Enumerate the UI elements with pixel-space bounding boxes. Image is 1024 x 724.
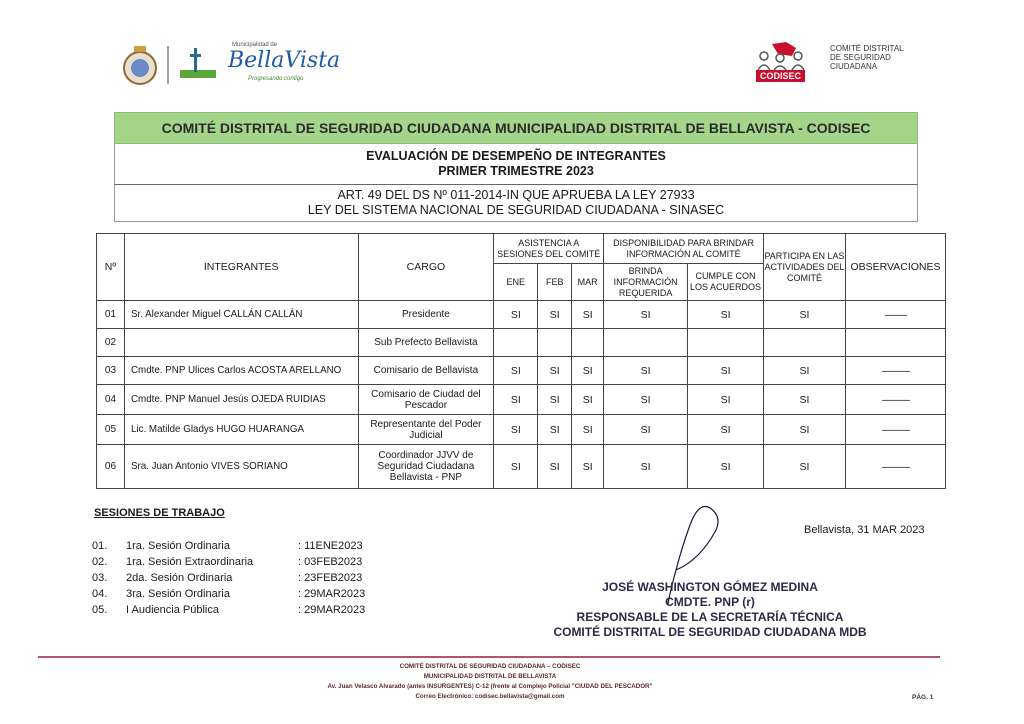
signatory-rank: CMDTE. PNP (r) xyxy=(665,595,755,609)
footer xyxy=(190,662,790,702)
row-mar xyxy=(572,329,604,357)
footer-address: Av. Juan Velasco Alvarado (antes INSURGENTES) C-12 (frente al Complejo Policial "CIUDAD DEL PESCADOR" xyxy=(327,683,653,690)
header-ene: ENE xyxy=(494,264,538,301)
footer-line1: COMITÉ DISTRITAL DE SEGURIDAD CIUDADANA – CODISEC xyxy=(399,663,581,670)
legal-reference-line2: LEY DEL SISTEMA NACIONAL DE SEGURIDAD CIUDADANA - SINASEC xyxy=(307,203,725,217)
row-num: 04 xyxy=(97,385,125,415)
row-name xyxy=(124,329,358,357)
header-mar: MAR xyxy=(572,264,604,301)
municipality-crest-icon xyxy=(120,40,220,90)
row-cargo: Sub Prefecto Bellavista xyxy=(358,329,494,357)
header-cargo: CARGO xyxy=(358,234,494,301)
row-participa: SI xyxy=(764,445,846,489)
row-cargo: Comisario de Ciudad del Pescador xyxy=(358,385,494,415)
header-participa: PARTICIPA EN LAS ACTIVIDADES DEL COMITÉ xyxy=(764,234,846,301)
row-feb: SI xyxy=(538,301,572,329)
row-brinda: SI xyxy=(604,357,688,385)
header-disponibilidad: DISPONIBILIDAD PARA BRINDAR INFORMACIÓN AL COMITÉ xyxy=(604,234,764,264)
session-date: : 23FEB2023 xyxy=(298,572,363,584)
row-mar: SI xyxy=(572,385,604,415)
footer-email: Correo Electrónico: codisec.bellavista@gmail.com xyxy=(415,693,565,700)
row-brinda: SI xyxy=(604,385,688,415)
evaluation-title-line2: PRIMER TRIMESTRE 2023 xyxy=(438,164,594,178)
row-name: Sr. Alexander Miguel CALLÁN CALLÁN xyxy=(124,301,358,329)
row-mar: SI xyxy=(572,301,604,329)
row-num: 05 xyxy=(97,415,125,445)
row-obs: -------------- xyxy=(845,445,945,489)
session-num: 04. xyxy=(92,588,108,600)
row-brinda xyxy=(604,329,688,357)
row-name: Sra. Juan Antonio VIVES SORIANO xyxy=(124,445,358,489)
codisec-people-icon xyxy=(752,40,822,72)
table-row xyxy=(97,301,946,329)
row-cargo: Representante del Poder Judicial xyxy=(358,415,494,445)
signatory-role: RESPONSABLE DE LA SECRETARÍA TÉCNICA xyxy=(576,610,844,624)
session-num: 01. xyxy=(92,540,108,552)
session-name: 3ra. Sesión Ordinaria xyxy=(126,588,230,600)
evaluation-title xyxy=(114,144,918,184)
signatory-name: JOSÉ WASHINGTON GÓMEZ MEDINA xyxy=(602,580,818,594)
header-num: Nº xyxy=(97,234,125,301)
session-date: : 29MAR2023 xyxy=(298,588,366,600)
signatory-block xyxy=(500,580,920,640)
municipality-logo xyxy=(120,40,341,90)
row-obs: ----------- xyxy=(845,301,945,329)
table-row xyxy=(97,385,946,415)
session-date: : 03FEB2023 xyxy=(298,556,363,568)
row-cumple: SI xyxy=(688,357,764,385)
header-integrantes: INTEGRANTES xyxy=(124,234,358,301)
row-cargo: Comisario de Bellavista xyxy=(358,357,494,385)
row-num: 03 xyxy=(97,357,125,385)
codisec-badge: CODISEC xyxy=(756,70,805,82)
row-num: 06 xyxy=(97,445,125,489)
row-num: 01 xyxy=(97,301,125,329)
header-observaciones: OBSERVACIONES xyxy=(845,234,945,301)
session-num: 05. xyxy=(92,604,108,616)
row-feb: SI xyxy=(538,415,572,445)
row-participa: SI xyxy=(764,415,846,445)
row-feb: SI xyxy=(538,385,572,415)
row-cumple: SI xyxy=(688,445,764,489)
table-row xyxy=(97,415,946,445)
row-name: Cmdte. PNP Ulices Carlos ACOSTA ARELLANO xyxy=(124,357,358,385)
row-participa: SI xyxy=(764,301,846,329)
row-ene: SI xyxy=(494,357,538,385)
row-ene: SI xyxy=(494,445,538,489)
session-num: 02. xyxy=(92,556,108,568)
codisec-org-name: COMITÉ DISTRITAL DE SEGURIDAD CIUDADANA xyxy=(830,44,904,71)
session-name: 2da. Sesión Ordinaria xyxy=(126,572,233,584)
legal-reference xyxy=(114,184,918,222)
logo-tagline: Progresando contigo xyxy=(248,76,304,82)
session-name: 1ra. Sesión Extraordinaria xyxy=(126,556,254,568)
row-ene: SI xyxy=(494,385,538,415)
row-feb: SI xyxy=(538,357,572,385)
table-row xyxy=(97,357,946,385)
footer-divider xyxy=(38,656,940,658)
row-obs: -------------- xyxy=(845,357,945,385)
page-number: PÁG. 1 xyxy=(912,694,934,701)
row-num: 02 xyxy=(97,329,125,357)
row-ene xyxy=(494,329,538,357)
row-feb xyxy=(538,329,572,357)
members-table xyxy=(96,233,946,489)
legal-reference-line1: ART. 49 DEL DS Nº 011-2014-IN QUE APRUEBA LA LEY 27933 xyxy=(337,188,695,202)
row-ene: SI xyxy=(494,415,538,445)
signatory-org: COMITÉ DISTRITAL DE SEGURIDAD CIUDADANA MDB xyxy=(553,625,867,639)
table-row xyxy=(97,329,946,357)
header-asistencia: ASISTENCIA A SESIONES DEL COMITÉ xyxy=(494,234,604,264)
row-participa: SI xyxy=(764,385,846,415)
row-cumple: SI xyxy=(688,415,764,445)
session-name: I Audiencia Pública xyxy=(126,604,219,616)
main-title: COMITÉ DISTRITAL DE SEGURIDAD CIUDADANA MUNICIPALIDAD DISTRITAL DE BELLAVISTA - CODISEC xyxy=(114,112,918,144)
evaluation-title-line1: EVALUACIÓN DE DESEMPEÑO DE INTEGRANTES xyxy=(366,149,666,163)
document-date: Bellavista, 31 MAR 2023 xyxy=(804,524,925,536)
session-num: 03. xyxy=(92,572,108,584)
header-feb: FEB xyxy=(538,264,572,301)
row-name: Lic. Matilde Gladys HUGO HUARANGA xyxy=(124,415,358,445)
row-cargo: Presidente xyxy=(358,301,494,329)
row-obs: -------------- xyxy=(845,415,945,445)
row-cumple: SI xyxy=(688,385,764,415)
codisec-logo xyxy=(752,40,912,88)
row-cumple xyxy=(688,329,764,357)
session-date: : 29MAR2023 xyxy=(298,604,366,616)
footer-line2: MUNICIPALIDAD DISTRITAL DE BELLAVISTA xyxy=(423,673,557,680)
row-cargo: Coordinador JJVV de Seguridad Ciudadana Bellavista - PNP xyxy=(358,445,494,489)
row-participa: SI xyxy=(764,357,846,385)
header-brinda: BRINDA INFORMACIÓN REQUERIDA xyxy=(604,264,688,301)
row-brinda: SI xyxy=(604,301,688,329)
logo-name: BellaVista xyxy=(228,48,341,73)
row-ene: SI xyxy=(494,301,538,329)
row-brinda: SI xyxy=(604,445,688,489)
row-mar: SI xyxy=(572,357,604,385)
row-brinda: SI xyxy=(604,415,688,445)
table-row xyxy=(97,445,946,489)
header-cumple: CUMPLE CON LOS ACUERDOS xyxy=(688,264,764,301)
row-name: Cmdte. PNP Manuel Jesús OJEDA RUIDIAS xyxy=(124,385,358,415)
row-obs: -------------- xyxy=(845,385,945,415)
row-participa xyxy=(764,329,846,357)
title-block xyxy=(114,112,918,222)
row-feb: SI xyxy=(538,445,572,489)
sessions-title: SESIONES DE TRABAJO xyxy=(94,507,225,519)
session-date: : 11ENE2023 xyxy=(298,540,363,552)
row-mar: SI xyxy=(572,445,604,489)
row-cumple: SI xyxy=(688,301,764,329)
logo-small-text: Municipalidad de xyxy=(232,42,278,48)
session-name: 1ra. Sesión Ordinaria xyxy=(126,540,230,552)
row-obs xyxy=(845,329,945,357)
row-mar: SI xyxy=(572,415,604,445)
